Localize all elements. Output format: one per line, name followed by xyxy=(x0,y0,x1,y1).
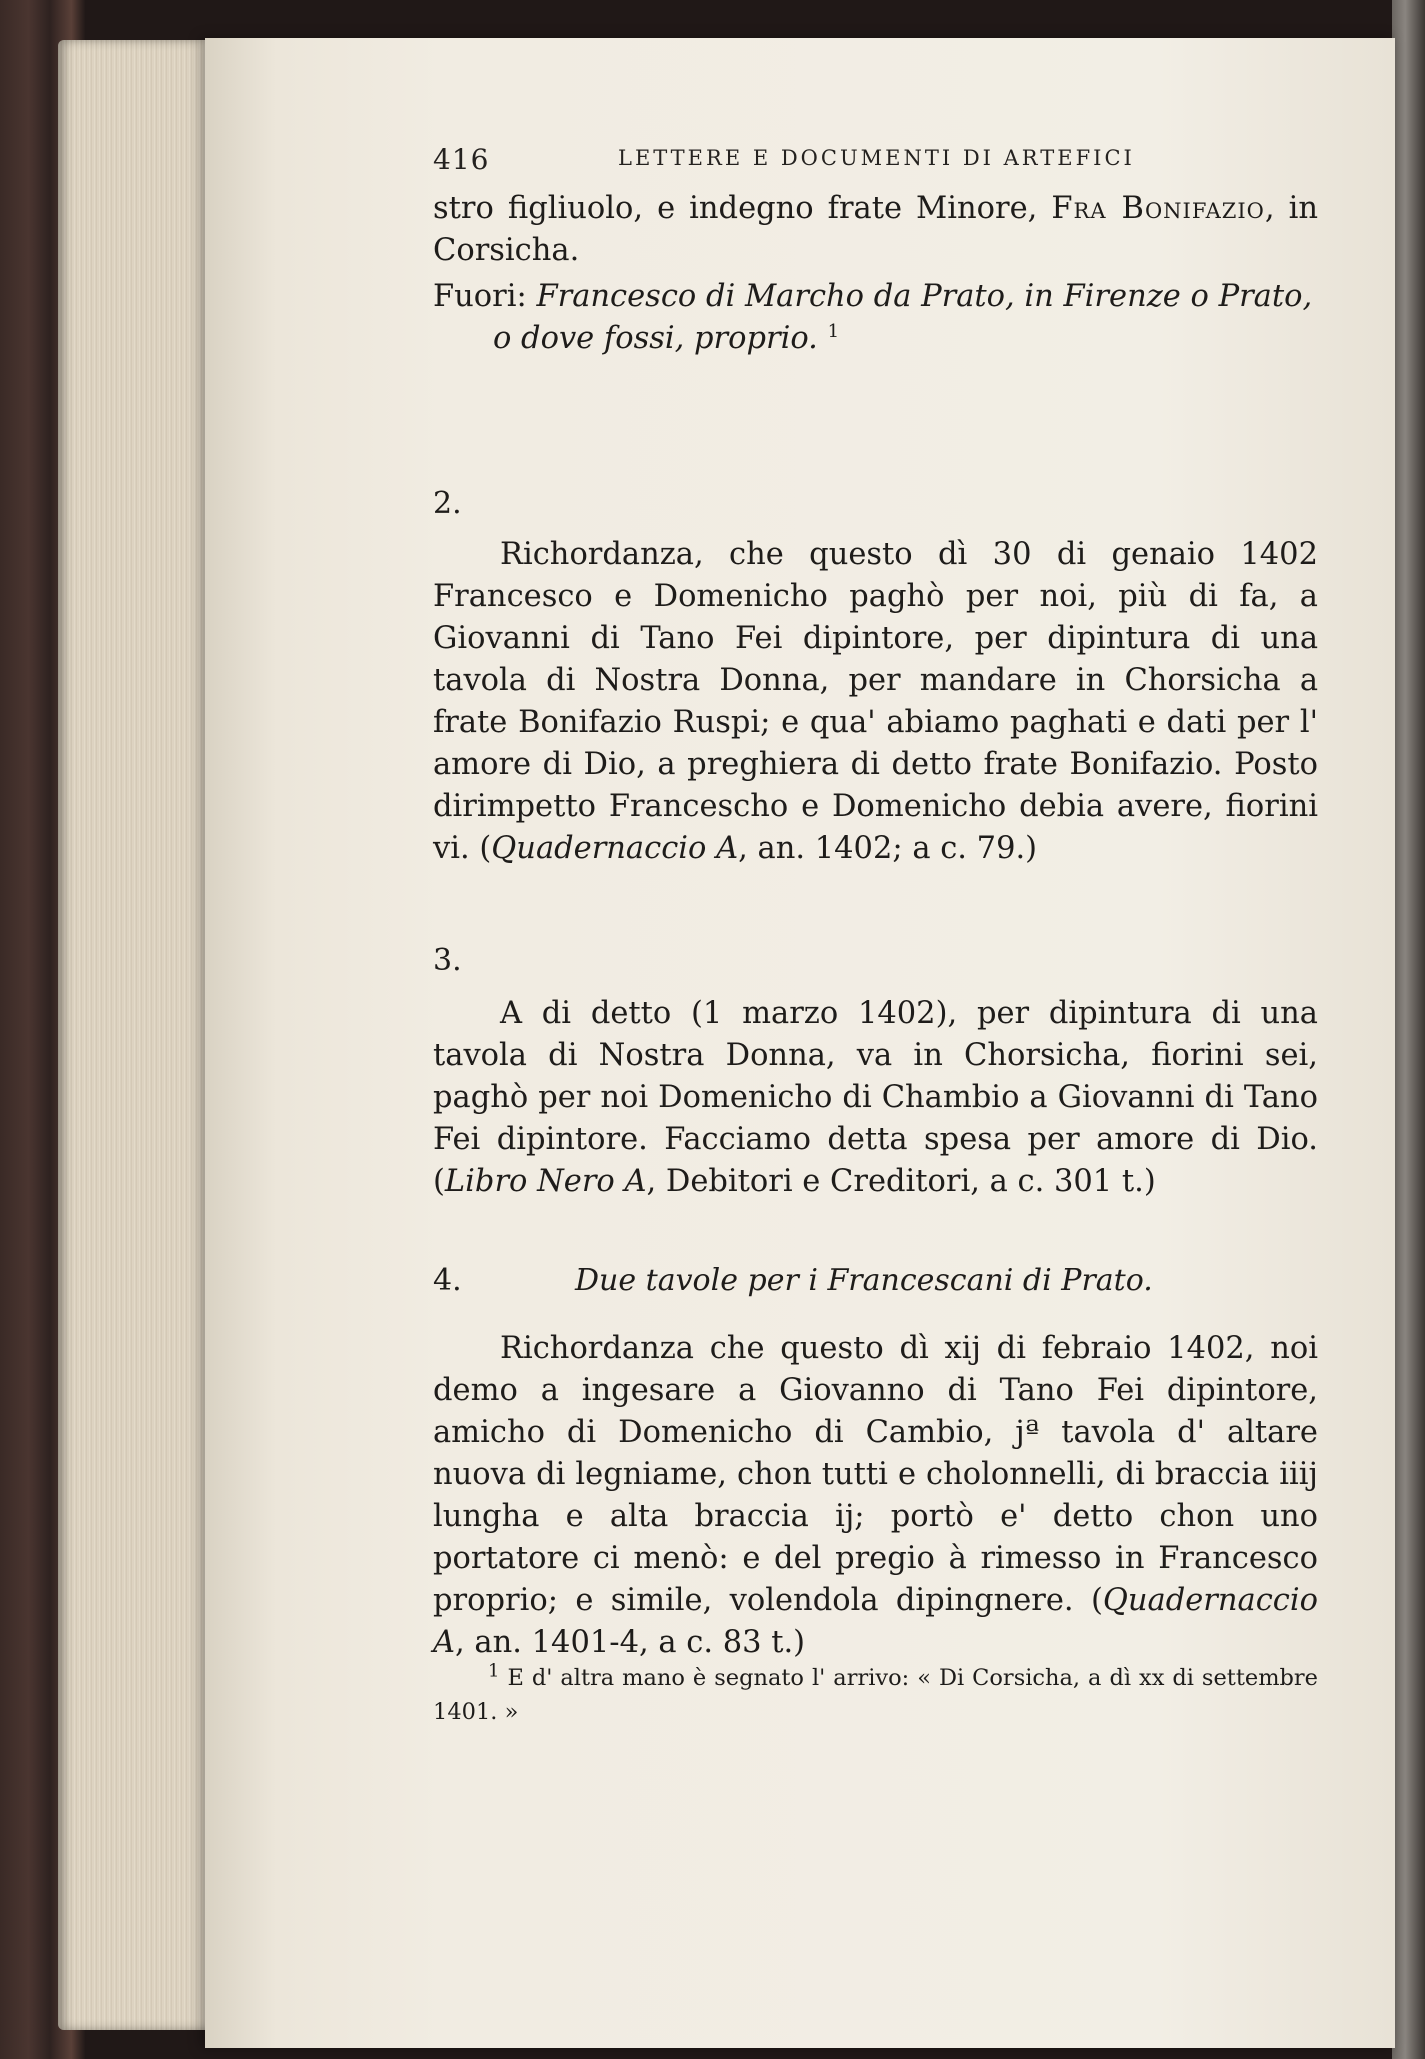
section-number: 3. xyxy=(433,943,462,978)
address-line-2: o dove fossi, proprio. xyxy=(493,321,818,356)
book-page xyxy=(205,38,1395,2048)
letter-address xyxy=(433,276,1318,360)
signature: Fra Bonifazio xyxy=(1051,191,1265,226)
section-number: 2. xyxy=(433,486,462,521)
source-title: Quadernaccio A xyxy=(433,1583,1318,1660)
running-head: LETTERE E DOCUMENTI DI ARTEFICI xyxy=(618,146,1135,170)
section-body: Richordanza che questo dì xij di febraio 1402, noi demo a ingesare a Giovanno di Tano Fei dipintore, amicho di Domenicho di Cambio, jª tavola d' altare nuova di legniame, chon tutti e cholonnelli, di braccia iiij lungha e alta braccia ij; portò e' detto chon uno portatore ci menò: e del pregio à rimesso in Francesco proprio; e simile, volendola dipingnere. (Quadernaccio A, an. 1401-4, a c. 83 t.) xyxy=(433,1331,1318,1660)
letter-continuation: stro figliuolo, e indegno frate Minore, Fra Bonifazio, in Corsicha. xyxy=(433,191,1318,268)
section-number: 4. xyxy=(433,1263,462,1298)
right-cover-edge xyxy=(1392,0,1425,2059)
section-body: A di detto (1 marzo 1402), per dipintura di una tavola di Nostra Donna, va in Chorsicha, fiorini sei, paghò per noi Domenicho di Chambio a Giovanni di Tano Fei dipintore. Facciamo detta spesa per amore di Dio. (Libro Nero A, Debitori e Creditori, a c. 301 t.) xyxy=(433,996,1318,1199)
section-body: Richordanza, che questo dì 30 di genaio 1402 Francesco e Domenicho paghò per noi, più di fa, a Giovanni di Tano Fei dipintore, per dipintura di una tavola di Nostra Donna, per mandare in Chorsicha a frate Bonifazio Ruspi; e qua' abiamo paghati e dati per l' amore di Dio, a preghiera di detto frate Bonifazio. Posto dirimpetto Francescho e Domenicho debia avere, fiorini vi. (Quadernaccio A, an. 1402; a c. 79.) xyxy=(433,537,1318,866)
footnote xyxy=(433,1661,1318,1729)
page-header xyxy=(433,143,1318,183)
source-title: Libro Nero A xyxy=(444,1164,647,1199)
page-number: 416 xyxy=(433,143,490,176)
address-label: Fuori: xyxy=(433,279,537,314)
source-title: Quadernaccio A xyxy=(491,831,739,866)
footnote-mark: 1 xyxy=(488,1660,500,1682)
page-edges xyxy=(58,40,208,2030)
section-title: Due tavole per i Francescani di Prato. xyxy=(575,1263,1153,1298)
footnote-reference: 1 xyxy=(827,320,840,342)
address-line-1: Francesco di Marcho da Prato, in Firenze o Prato, xyxy=(536,279,1313,314)
footnote-text: E d' altra mano è segnato l' arrivo: « Di Corsicha, a dì xx di settembre 1401. » xyxy=(433,1665,1318,1725)
